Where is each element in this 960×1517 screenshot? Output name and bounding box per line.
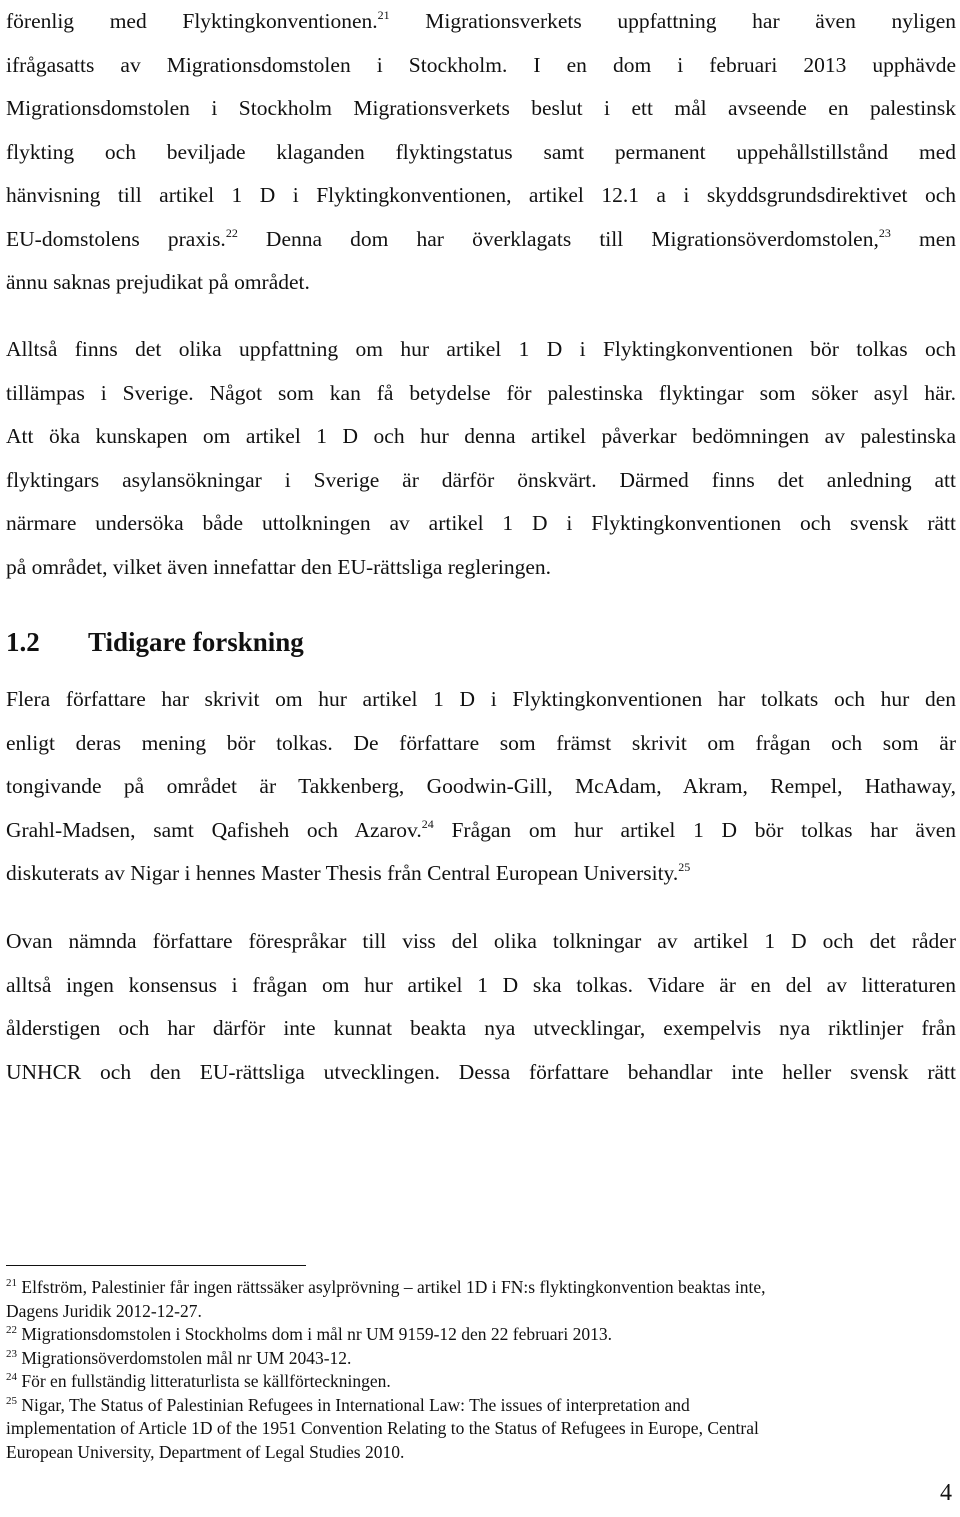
footnote-number: 22 bbox=[6, 1324, 17, 1336]
text-line: Alltså finns det olika uppfattning om hur artikel 1 D i Flyktingkonventionen bör tolkas och bbox=[6, 337, 956, 361]
text-line: EU-domstolens praxis.$^{22}$ Denna dom har överklagats till Migrationsöverdomstolen,$^{23}$ men bbox=[6, 225, 956, 251]
footnote-number: 24 bbox=[6, 1371, 17, 1383]
footnote-25: $^{25}$ Nigar, The Status of Palestinian Refugees in International Law: The issues of interpretation and implementation of Article 1D of the 1951 Convention Relating to the Status of Refugees in Europe, Central European University, Department of Legal Studies 2010. bbox=[6, 1394, 759, 1462]
text-line: diskuterats av Nigar i hennes Master Thesis från Central European University.$^{25}$ bbox=[6, 860, 691, 885]
footnote-ref[interactable]: 23 bbox=[878, 225, 891, 240]
text-line: hänvisning till artikel 1 D i Flyktingkonventionen, artikel 12.1 a i skyddsgrundsdirektivet och bbox=[6, 183, 956, 207]
section-title: Tidigare forskning bbox=[88, 627, 304, 657]
text-line: UNHCR och den EU-rättsliga utvecklingen. Dessa författare behandlar inte heller svensk rätt bbox=[6, 1059, 956, 1084]
footnote-ref[interactable]: 25 bbox=[678, 860, 691, 874]
footnote-ref[interactable]: 22 bbox=[225, 225, 238, 240]
text-line: enligt deras mening bör tolkas. De författare som främst skrivit om frågan och som är bbox=[6, 730, 956, 755]
text-line: ännu saknas prejudikat på området. bbox=[6, 270, 310, 294]
footnote-21: $^{21}$ Elfström, Palestinier får ingen rättssäker asylprövning – artikel 1D i FN:s flyktingkonvention beaktas inte, Dagens Juridik 2012-12-27. bbox=[6, 1277, 766, 1321]
text-line: Grahl-Madsen, samt Qafisheh och Azarov.$^{24}$ Frågan om hur artikel 1 D bör tolkas har även bbox=[6, 816, 956, 842]
page-number: 4 bbox=[940, 1480, 952, 1506]
text-line: Att öka kunskapen om artikel 1 D och hur denna artikel påverkar bedömningen av palestinska bbox=[6, 424, 956, 448]
footnote-number: 23 bbox=[6, 1347, 17, 1360]
footnote-24: $^{24}$ För en fullständig litteraturlista se källförteckningen. bbox=[6, 1371, 391, 1391]
text-line: tongivande på området är Takkenberg, Goodwin-Gill, McAdam, Akram, Rempel, Hathaway, bbox=[6, 774, 956, 798]
footnotes bbox=[6, 1276, 956, 1464]
text-line: tillämpas i Sverige. Något som kan få betydelse för palestinska flyktingar som söker asyl här. bbox=[6, 380, 956, 405]
text-line: Flera författare har skrivit om hur artikel 1 D i Flyktingkonventionen har tolkats och hur den bbox=[6, 687, 956, 711]
footnote-22: $^{22}$ Migrationsdomstolen i Stockholms dom i mål nr UM 9159-12 den 22 februari 2013. bbox=[6, 1324, 612, 1344]
text-line: alltså ingen konsensus i frågan om hur artikel 1 D ska tolkas. Vidare är en del av litteraturen bbox=[6, 972, 956, 997]
text-line: flykting och beviljade klaganden flyktingstatus samt permanent uppehållstillstånd med bbox=[6, 139, 956, 164]
text-line: ifrågasatts av Migrationsdomstolen i Stockholm. I en dom i februari 2013 upphävde bbox=[6, 52, 956, 77]
footnote-separator bbox=[6, 1265, 306, 1266]
text-line: ålderstigen och har därför inte kunnat beakta nya utvecklingar, exempelvis nya riktlinjer från bbox=[6, 1016, 956, 1040]
paragraph-4 bbox=[6, 920, 956, 1094]
section-heading bbox=[6, 627, 304, 658]
footnote-23: $^{23}$ Migrationsöverdomstolen mål nr UM 2043-12. bbox=[6, 1347, 352, 1368]
text-line: närmare undersöka både uttolkningen av artikel 1 D i Flyktingkonventionen och svensk rätt bbox=[6, 511, 956, 535]
text-line: förenlig med Flyktingkonventionen.$^{21}$ Migrationsverkets uppfattning har även nyligen bbox=[6, 8, 956, 33]
paragraph-2 bbox=[6, 328, 956, 589]
paragraph-1 bbox=[6, 0, 956, 305]
text-line: på området, vilket även innefattar den EU-rättsliga regleringen. bbox=[6, 554, 552, 579]
section-number: 1.2 bbox=[6, 627, 40, 657]
paragraph-3 bbox=[6, 678, 956, 896]
text-line: flyktingars asylansökningar i Sverige är därför önskvärt. Därmed finns det anledning att bbox=[6, 467, 956, 492]
text-line: Ovan nämnda författare förespråkar till viss del olika tolkningar av artikel 1 D och det råder bbox=[6, 929, 956, 953]
footnote-number: 25 bbox=[6, 1394, 17, 1407]
footnote-ref[interactable]: 21 bbox=[377, 8, 390, 22]
text-line: Migrationsdomstolen i Stockholm Migrationsverkets beslut i ett mål avseende en palestinsk bbox=[6, 96, 956, 120]
footnote-number: 21 bbox=[6, 1277, 17, 1289]
footnote-ref[interactable]: 24 bbox=[421, 816, 434, 831]
